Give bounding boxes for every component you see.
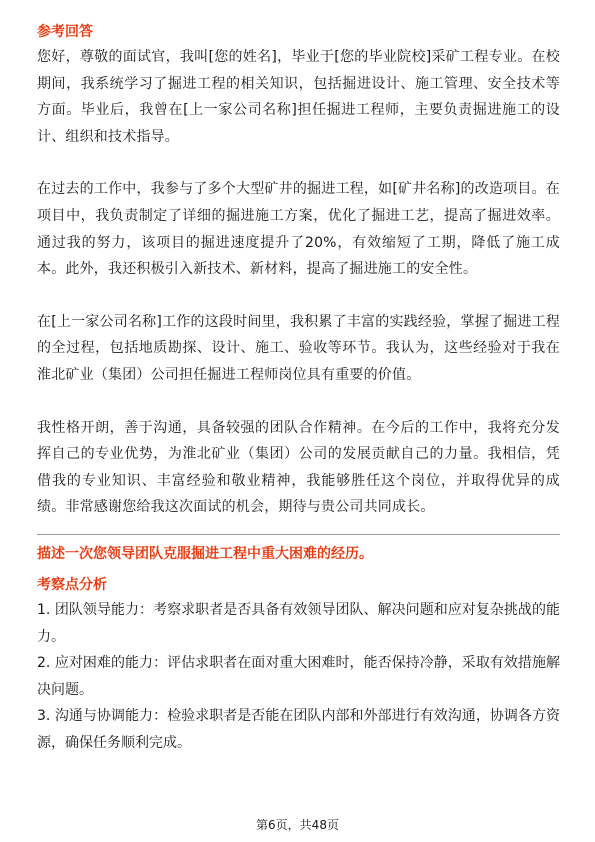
question-title: 描述一次您领导团队克服掘进工程中重大困难的经历。 (37, 545, 373, 562)
answer-heading: 参考回答 (37, 24, 93, 40)
paragraph-spacer (37, 389, 560, 415)
answer-paragraph: 在[上一家公司名称]工作的这段时间里，我积累了丰富的实践经验，掌握了掘进工程的全过程，包括地质勘探、设计、施工、验收等环节。我认为，这些经验对于我在淮北矿业（集团）公司担任掘进工程师岗位具有重要的价值。 (37, 313, 560, 383)
answer-paragraph: 您好，尊敬的面试官，我叫[您的姓名]，毕业于[您的毕业院校]采矿工程专业。在校期间，我系统学习了掘进工程的相关知识，包括掘进设计、施工管理、安全技术等方面。毕业后，我曾在[上一家公司名称]担任掘进工程师，主要负责掘进施工的设计、组织和技术指导。 (37, 49, 560, 145)
answer-paragraph: 在过去的工作中，我参与了多个大型矿井的掘进工程，如[矿井名称]的改造项目。在项目中，我负责制定了详细的掘进施工方案，优化了掘进工艺，提高了掘进效率。通过我的努力，该项目的掘进速度提升了20%，有效缩短了工期，降低了施工成本。此外，我还积极引入新技术、新材料，提高了掘进施工的安全性。 (37, 181, 560, 278)
section-divider (37, 534, 560, 535)
analysis-item: 1. 团队领导能力：考察求职者是否具备有效领导团队、解决问题和应对复杂挑战的能力。 (37, 601, 560, 645)
document-page (37, 20, 560, 756)
paragraph-spacer (37, 283, 560, 309)
paragraph-spacer (37, 150, 560, 176)
answer-paragraph: 我性格开朗，善于沟通，具备较强的团队合作精神。在今后的工作中，我将充分发挥自己的专业优势，为淮北矿业（集团）公司的发展贡献自己的力量。我相信，凭借我的专业知识、丰富经验和敬业精神，我能够胜任这个岗位，并取得优异的成绩。非常感谢您给我这次面试的机会，期待与贵公司共同成长。 (37, 419, 560, 516)
analysis-item: 2. 应对困难的能力：评估求职者在面对重大困难时，能否保持冷静，采取有效措施解决问题。 (37, 655, 560, 698)
page-number: 第6页，共48页 (256, 818, 339, 832)
analysis-item: 3. 沟通与协调能力：检验求职者是否能在团队内部和外部进行有效沟通，协调各方资源，确保任务顺利完成。 (37, 708, 560, 751)
analysis-heading: 考察点分析 (37, 576, 107, 593)
